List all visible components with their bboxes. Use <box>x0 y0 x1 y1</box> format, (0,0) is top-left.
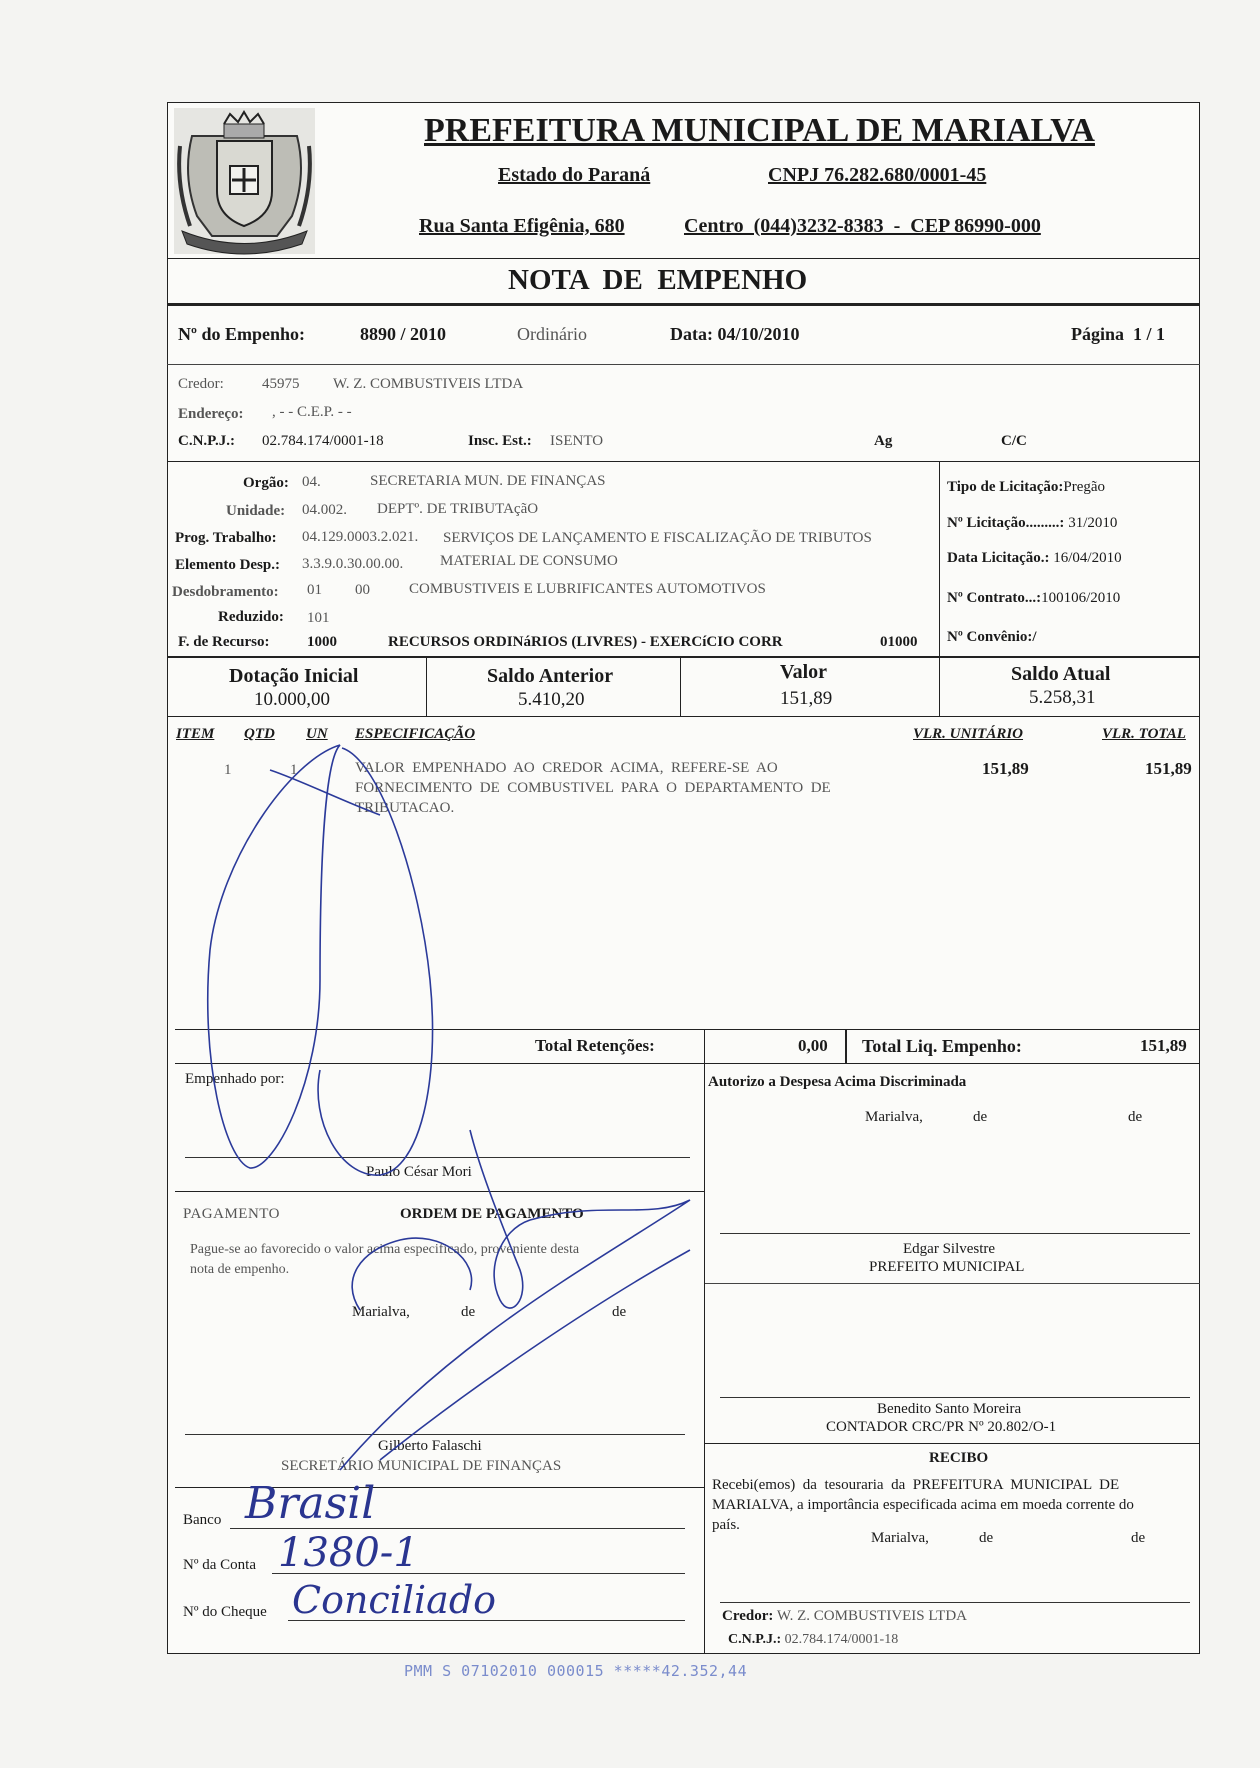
pagamento-de1: de <box>461 1304 476 1320</box>
dotacao-value: 10.000,00 <box>254 689 330 710</box>
valor-value: 151,89 <box>780 688 833 709</box>
item-number: 1 <box>224 762 232 778</box>
data-licitacao-value: 16/04/2010 <box>1053 550 1122 566</box>
empenho-label: Nº do Empenho: <box>178 324 305 344</box>
item-desc-line1: VALOR EMPENHADO AO CREDOR ACIMA, REFERE-SE AO <box>355 760 778 776</box>
prefeito-name: Edgar Silvestre <box>903 1241 996 1257</box>
liquido-value: 151,89 <box>1140 1036 1187 1055</box>
recibo-credor-label: Credor: <box>722 1608 774 1624</box>
fonte-name: RECURSOS ORDINáRIOS (LIVRES) - EXERCíCIO CORR <box>388 634 783 650</box>
doc-title: NOTA DE EMPENHO <box>508 264 808 296</box>
item-desc-line2: FORNECIMENTO DE COMBUSTIVEL PARA O DEPARTAMENTO DE <box>355 780 831 796</box>
pagamento-text-line2: nota de empenho. <box>190 1262 290 1277</box>
recibo-title: RECIBO <box>929 1450 989 1466</box>
contador-title: CONTADOR CRC/PR Nº 20.802/O-1 <box>826 1419 1057 1435</box>
tipo-licitacao-value: Pregão <box>1063 479 1106 495</box>
liquido-label: Total Liq. Empenho: <box>862 1036 1022 1056</box>
credor-cnpj-label: C.N.P.J.: <box>178 433 235 449</box>
item-desc-line3: TRIBUTACAO. <box>355 800 455 816</box>
recibo-text-line2: MARIALVA, a importância especificada acima em moeda corrente do <box>712 1497 1134 1513</box>
pagamento-label: PAGAMENTO <box>183 1206 281 1222</box>
header-cnpj: CNPJ 76.282.680/0001-45 <box>768 164 987 186</box>
unidade-label: Unidade: <box>226 503 286 519</box>
contador-name: Benedito Santo Moreira <box>877 1401 1022 1417</box>
recibo-cnpj-label: C.N.P.J.: <box>728 1632 782 1647</box>
pagamento-de2: de <box>612 1304 627 1320</box>
item-total-price: 151,89 <box>1145 759 1192 778</box>
ordem-pagamento-label: ORDEM DE PAGAMENTO <box>400 1206 584 1222</box>
empenho-number: 8890 / 2010 <box>360 324 447 344</box>
recibo-text-line3: país. <box>712 1517 740 1533</box>
pagamento-text-line1: Pague-se ao favorecido o valor acima especificado, proveniente desta <box>190 1242 580 1257</box>
header-address: Rua Santa Efigênia, 680 <box>419 215 625 237</box>
tipo-licitacao-label: Tipo de Licitação: <box>947 479 1064 495</box>
retencoes-value: 0,00 <box>798 1036 828 1055</box>
fonte-number: 01000 <box>880 634 918 650</box>
data-licitacao-label: Data Licitação.: <box>947 550 1050 566</box>
dotacao-label: Dotação Inicial <box>229 665 359 687</box>
convenio-label: Nº Convênio:/ <box>947 629 1037 645</box>
elem-code: 3.3.9.0.30.00.00. <box>302 556 404 572</box>
endereco-label: Endereço: <box>178 406 244 422</box>
col-qtd: QTD <box>244 726 275 742</box>
credor-label: Credor: <box>178 376 224 392</box>
num-licitacao-value: 31/2010 <box>1068 515 1118 531</box>
unidade-code: 04.002. <box>302 502 347 518</box>
recibo-de1: de <box>979 1530 994 1546</box>
desd-a: 01 <box>307 582 322 598</box>
orgao-label: Orgão: <box>243 475 289 491</box>
pagamento-place: Marialva, <box>352 1304 410 1320</box>
credor-cnpj: 02.784.174/0001-18 <box>262 433 384 449</box>
item-qtd: 1 <box>290 762 298 778</box>
saldo-anterior-value: 5.410,20 <box>518 689 585 710</box>
recibo-text-line1: Recebi(emos) da tesouraria da PREFEITURA MUNICIPAL DE <box>712 1477 1120 1493</box>
desd-b: 00 <box>355 582 370 598</box>
cheque-label: Nº do Cheque <box>183 1604 267 1620</box>
conta-label: Nº da Conta <box>183 1557 256 1573</box>
saldo-atual-value: 5.258,31 <box>1029 687 1096 708</box>
elem-name: MATERIAL DE CONSUMO <box>440 553 618 569</box>
saldo-atual-label: Saldo Atual <box>1011 663 1111 685</box>
conta-value: 1380-1 <box>278 1530 419 1576</box>
fonte-label: F. de Recurso: <box>178 634 270 650</box>
fonte-code: 1000 <box>307 634 337 650</box>
ag-label: Ag <box>874 433 893 449</box>
header-state: Estado do Paraná <box>498 164 651 186</box>
empenhado-name: Paulo César Mori <box>366 1164 472 1180</box>
desd-name: COMBUSTIVEIS E LUBRIFICANTES AUTOMOTIVOS <box>409 581 766 597</box>
elem-label: Elemento Desp.: <box>175 557 280 573</box>
col-especificacao: ESPECIFICAÇÃO <box>355 726 476 742</box>
prog-name: SERVIÇOS DE LANÇAMENTO E FISCALIZAÇÃO DE TRIBUTOS <box>443 530 872 546</box>
prefeito-title: PREFEITO MUNICIPAL <box>869 1259 1025 1275</box>
cheque-value: Conciliado <box>292 1578 497 1622</box>
orgao-code: 04. <box>302 474 321 490</box>
header-title: PREFEITURA MUNICIPAL DE MARIALVA <box>424 112 1095 149</box>
col-item: ITEM <box>176 726 215 742</box>
recibo-place: Marialva, <box>871 1530 929 1546</box>
item-unit-price: 151,89 <box>982 759 1029 778</box>
prog-code: 04.129.0003.2.021. <box>302 529 419 545</box>
municipal-crest-icon <box>172 106 317 256</box>
secretario-name: Gilberto Falaschi <box>378 1438 482 1454</box>
cc-label: C/C <box>1001 433 1027 449</box>
header-contact: Centro (044)3232-8383 - CEP 86990-000 <box>684 215 1041 237</box>
prog-label: Prog. Trabalho: <box>175 530 277 546</box>
empenho-date: Data: 04/10/2010 <box>670 324 800 344</box>
col-vlr-total: VLR. TOTAL <box>1102 726 1186 742</box>
empenho-type: Ordinário <box>517 324 587 344</box>
banco-label: Banco <box>183 1512 222 1528</box>
saldo-anterior-label: Saldo Anterior <box>487 665 614 687</box>
empenhado-label: Empenhado por: <box>185 1071 285 1087</box>
autorizo-place: Marialva, <box>865 1109 923 1125</box>
recibo-de2: de <box>1131 1530 1146 1546</box>
reduzido-value: 101 <box>307 610 330 626</box>
page-number: Página 1 / 1 <box>1071 324 1166 344</box>
col-un: UN <box>306 726 328 742</box>
contrato-value: 100106/2010 <box>1041 590 1121 606</box>
orgao-name: SECRETARIA MUN. DE FINANÇAS <box>370 473 606 489</box>
credor-code: 45975 <box>262 376 300 392</box>
banco-value: Brasil <box>245 1478 376 1529</box>
autorizo-de1: de <box>973 1109 988 1125</box>
autorizo-de2: de <box>1128 1109 1143 1125</box>
secretario-title: SECRETÁRIO MUNICIPAL DE FINANÇAS <box>281 1458 562 1474</box>
endereco-value: , - - C.E.P. - - <box>272 404 352 420</box>
recibo-credor-name: W. Z. COMBUSTIVEIS LTDA <box>776 1608 968 1624</box>
insc-value: ISENTO <box>550 433 604 449</box>
recibo-cnpj-value: 02.784.174/0001-18 <box>784 1632 899 1647</box>
unidade-name: DEPTº. DE TRIBUTAçãO <box>377 501 539 517</box>
reduzido-label: Reduzido: <box>218 609 284 625</box>
autorizo-label: Autorizo a Despesa Acima Discriminada <box>708 1074 967 1090</box>
valor-label: Valor <box>780 661 828 683</box>
credor-name: W. Z. COMBUSTIVEIS LTDA <box>333 376 524 392</box>
contrato-label: Nº Contrato...: <box>947 590 1042 606</box>
col-vlr-unitario: VLR. UNITÁRIO <box>913 726 1024 742</box>
insc-label: Insc. Est.: <box>468 433 532 449</box>
desd-label: Desdobramento: <box>172 584 279 600</box>
bank-stamp: PMM S 07102010 000015 *****42.352,44 <box>404 1662 748 1680</box>
num-licitacao-label: Nº Licitação.........: <box>947 515 1065 531</box>
retencoes-label: Total Retenções: <box>535 1036 655 1055</box>
